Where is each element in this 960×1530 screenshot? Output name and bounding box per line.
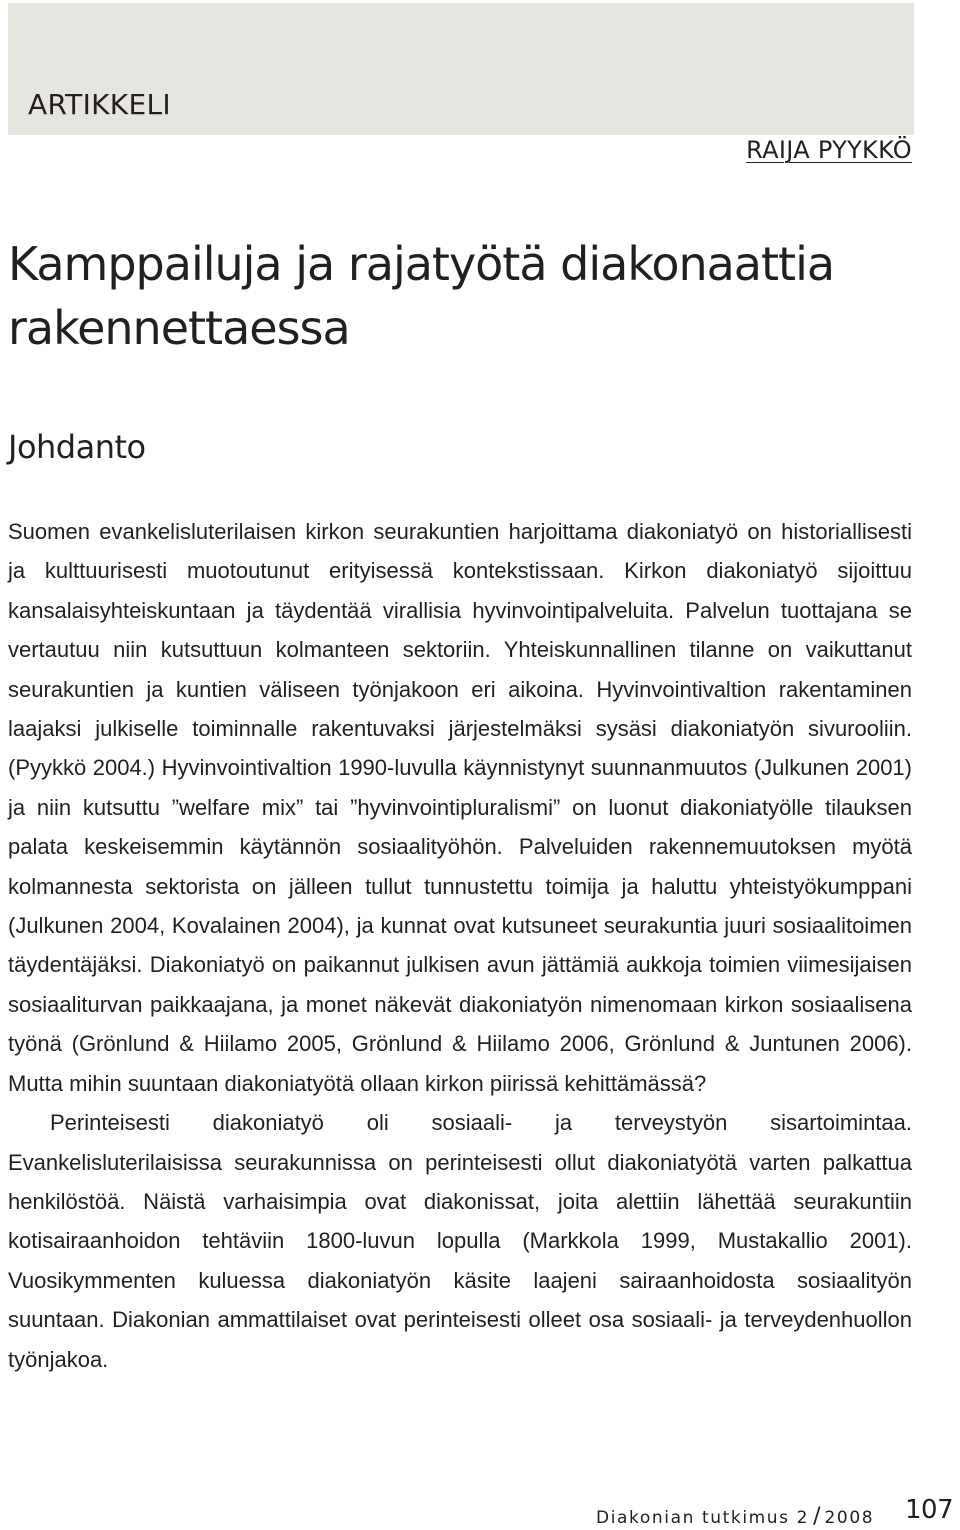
article-title-line-1: Kamppailuja ja rajatyötä diakonaattia — [8, 237, 835, 291]
article-body — [8, 512, 912, 1379]
section-label: ARTIKKELI — [28, 88, 171, 121]
article-title-line-2: rakennettaessa — [8, 301, 350, 355]
journal-name: Diakonian tutkimus 2 — [596, 1508, 810, 1528]
footer-slash: / — [813, 1504, 821, 1529]
journal-year: 2008 — [824, 1508, 875, 1528]
body-paragraph: Suomen evankelisluterilaisen kirkon seurakuntien harjoittama diakoniatyö on historiallisesti ja kulttuurisesti muotoutunut erityisessä kontekstissaan. Kirkon diakoniatyö sijoittuu kansalaisyhteiskuntaan ja täydentää virallisia hyvinvointipalveluita. Palvelun tuottajana se vertautuu niin kutsuttuun kolmanteen sektoriin. Yhteiskunnallinen tilanne on vaikuttanut seurakuntien ja kuntien väliseen työnjakoon eri aikoina. Hyvinvointivaltion rakentaminen laajaksi julkiselle toiminnalle rakentuvaksi järjestelmäksi sysäsi diakoniatyön sivurooliin. (Pyykkö 2004.) Hyvinvointivaltion 1990-luvulla käynnistynyt suunnanmuutos (Julkunen 2001) ja niin kutsuttu ”welfare mix” tai ”hyvinvointipluralismi” on luonut diakoniatyölle tilauksen palata keskeisemmin käytännön sosiaalityöhön. Palveluiden rakennemuutoksen myötä kolmannesta sektorista on jälleen tullut tunnustettu toimija ja haluttu yhteistyökumppani (Julkunen 2004, Kovalainen 2004), ja kunnat ovat kutsuneet seurakuntia juuri sosiaalitoimen täydentäjäksi. Diakoniatyö on paikannut julkisen avun jättämiä aukkoja toimien viimesijaisen sosiaaliturvan paikkaajana, ja monet näkevät diakoniatyön nimenomaan kirkon sosiaalisena työnä (Grönlund & Hiilamo 2005, Grönlund & Hiilamo 2006, Grönlund & Juntunen 2006). Mutta mihin suuntaan diakoniatyötä ollaan kirkon piirissä kehittämässä? — [8, 519, 912, 1096]
author-name: RAIJA PYYKKÖ — [746, 136, 912, 164]
article-title — [8, 232, 908, 360]
body-paragraph: Perinteisesti diakoniatyö oli sosiaali- ja terveystyön sisartoimintaa. Evankelisluterilaisissa seurakunnissa on perinteisesti ollut diakoniatyötä varten palkattua henkilöstöä. Näistä varhaisimpia ovat diakonissat, joita alettiin lähettää seurakuntiin kotisairaanhoidon tehtäviin 1800-luvun lopulla (Markkola 1999, Mustakallio 2001). Vuosikymmenten kuluessa diakoniatyön käsite laajeni sairaanhoidosta sosiaalityön suuntaan. Diakonian ammattilaiset ovat perinteisesti olleet osa sosiaali- ja terveydenhuollon työnjakoa. — [8, 1110, 912, 1372]
journal-footer — [596, 1504, 874, 1529]
page-number: 107 — [905, 1495, 954, 1525]
section-heading: Johdanto — [8, 428, 146, 466]
